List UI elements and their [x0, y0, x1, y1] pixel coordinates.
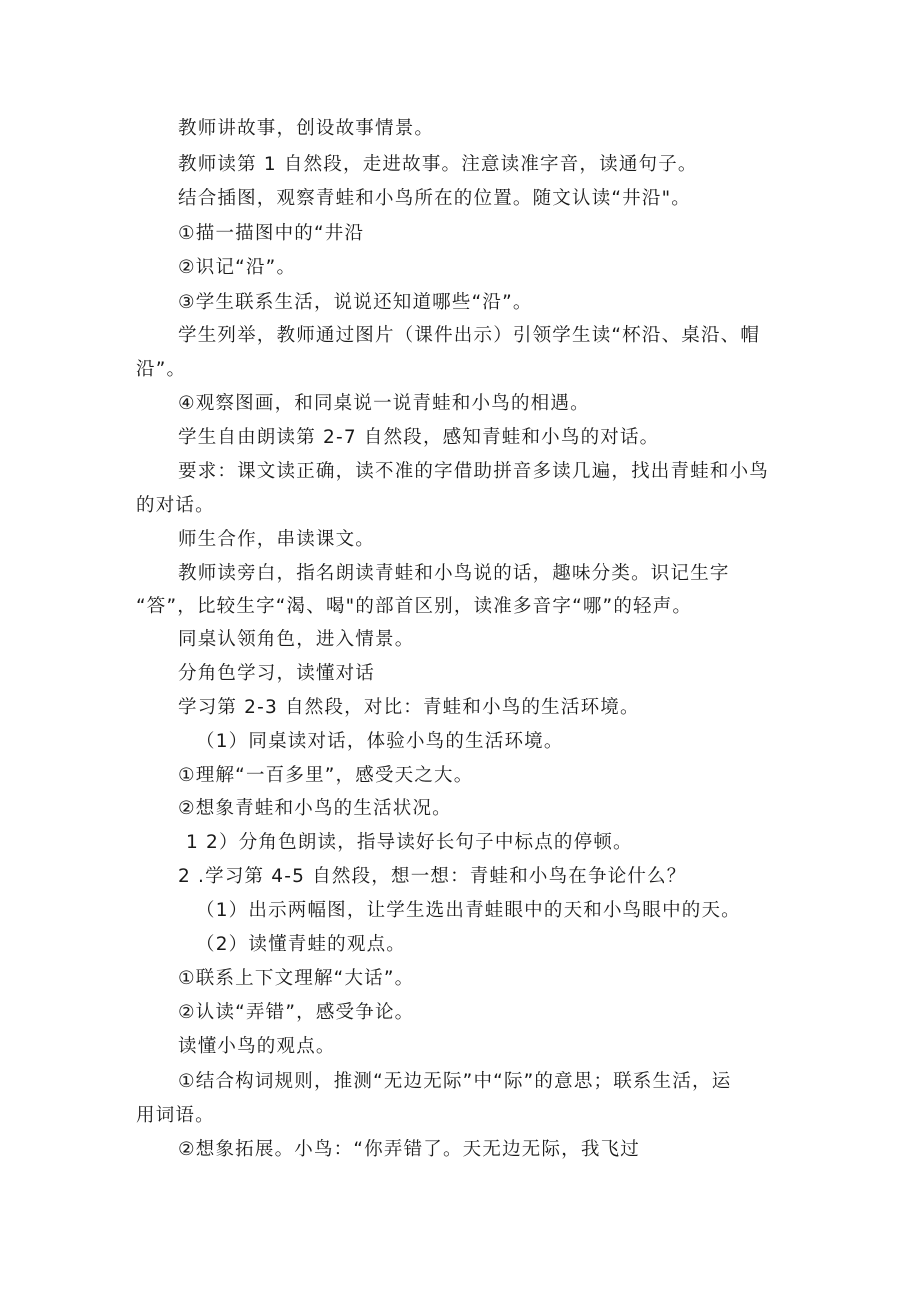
text-line: 学生自由朗读第 2-7 自然段，感知青蛙和小鸟的对话。 — [178, 427, 660, 448]
text-line: （1）同桌读对话，体验小鸟的生活环境。 — [196, 731, 564, 752]
text-line: 教师读旁白，指名朗读青蛙和小鸟说的话，趣味分类。识记生字 — [178, 563, 730, 584]
text-line: ①结合构词规则，推测“无边无际”中“际”的意思；联系生活，运 — [178, 1071, 732, 1092]
text-line: 师生合作，串读课文。 — [178, 529, 376, 550]
text-line: （2）读懂青蛙的观点。 — [196, 934, 406, 955]
text-line: ②认读“弄错”，感受争论。 — [178, 1002, 415, 1023]
text-line: 同桌认领角色，进入情景。 — [178, 629, 415, 650]
text-line: ④观察图画，和同桌说一说青蛙和小鸟的相遇。 — [178, 393, 590, 414]
text-line: 1 2）分角色朗读，指导读好长句子中标点的停顿。 — [186, 832, 633, 853]
text-line: ①描一描图中的“井沿 — [178, 223, 365, 244]
text-line: 学习第 2-3 自然段，对比：青蛙和小鸟的生活环境。 — [178, 697, 640, 718]
text-line: ②想象拓展。小鸟：“你弄错了。天无边无际，我飞过 — [178, 1139, 640, 1160]
text-line: 读懂小鸟的观点。 — [178, 1036, 336, 1057]
text-line: 要求：课文读正确，读不准的字借助拼音多读几遍，找出青蛙和小鸟 — [178, 461, 770, 482]
text-line: 分角色学习，读懂对话 — [178, 663, 376, 684]
text-line: “答”，比较生字“渴、喝"的部首区别，读准多音字“哪”的轻声。 — [136, 596, 693, 617]
text-line: ①理解“一百多里”，感受天之大。 — [178, 765, 474, 786]
text-line: 用词语。 — [136, 1105, 215, 1126]
text-line: 2 .学习第 4-5 自然段，想一想：青蛙和小鸟在争论什么？ — [178, 866, 687, 887]
text-line: （1）出示两幅图，让学生选出青蛙眼中的天和小鸟眼中的天。 — [196, 900, 741, 921]
text-line: 沿”。 — [136, 359, 187, 380]
text-line: 教师讲故事，创设故事情景。 — [178, 118, 435, 139]
text-line: 结合插图，观察青蛙和小鸟所在的位置。随文认读“井沿"。 — [178, 188, 691, 209]
text-line: ①联系上下文理解“大话”。 — [178, 968, 415, 989]
text-line: ②识记“沿”。 — [178, 257, 297, 278]
text-line: ③学生联系生活，说说还知道哪些“沿”。 — [178, 292, 533, 313]
text-line: 教师读第 1 自然段，走进故事。注意读准字音，读通句子。 — [178, 154, 698, 175]
text-line: 的对话。 — [136, 495, 215, 516]
text-line: ②想象青蛙和小鸟的生活状况。 — [178, 798, 452, 819]
text-line: 学生列举，教师通过图片（课件出示）引领学生读“杯沿、桌沿、帽 — [178, 325, 761, 346]
